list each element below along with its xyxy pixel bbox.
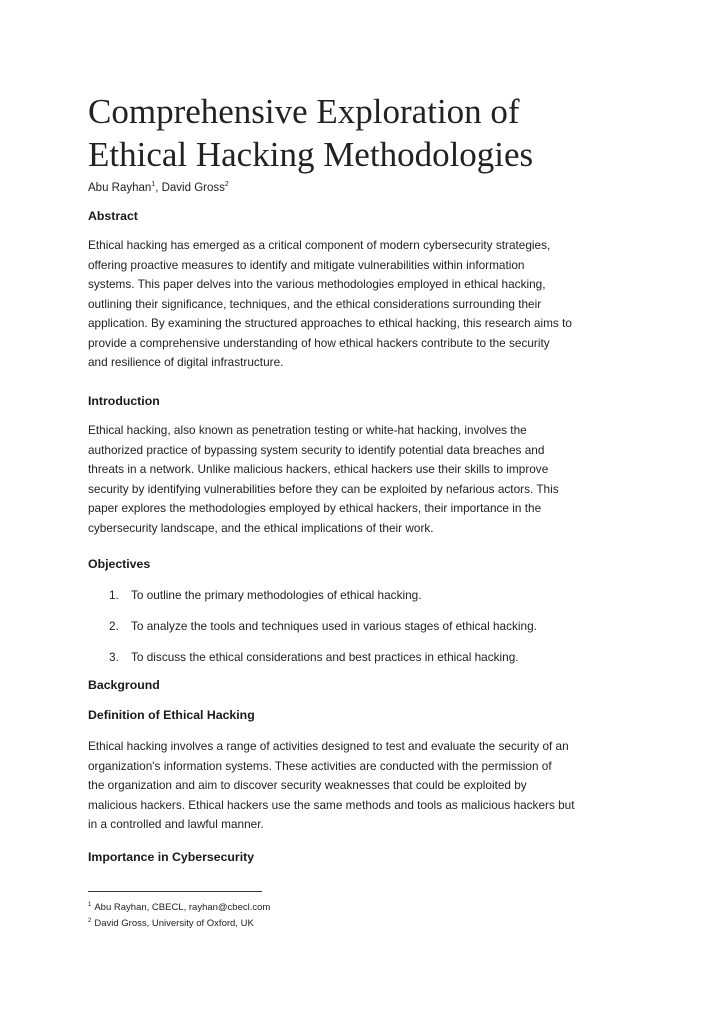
text-line: Ethical hacking has emerged as a critical component of modern cybersecurity strategies, — [88, 238, 551, 252]
abstract-heading: Abstract — [88, 209, 138, 223]
objective-text: To discuss the ethical considerations and best practices in ethical hacking. — [131, 650, 519, 664]
definition-paragraph — [88, 737, 648, 835]
author-name: David Gross — [161, 182, 225, 194]
author-name: Abu Rayhan — [88, 182, 152, 194]
abstract-paragraph — [88, 236, 648, 373]
text-line: outlining their significance, techniques, and the ethical considerations surrounding their — [88, 296, 542, 311]
author-separator: , — [155, 182, 162, 194]
text-line: in a controlled and lawful manner. — [88, 817, 264, 831]
footnote — [88, 902, 270, 914]
text-line: Ethical hacking, also known as penetration testing or white-hat hacking, involves the — [88, 423, 527, 437]
paper-title — [88, 90, 648, 176]
objectives-heading: Objectives — [88, 557, 151, 571]
text-line: offering proactive measures to identify and mitigate vulnerabilities within information — [88, 257, 525, 272]
text-line: cybersecurity landscape, and the ethical implications of their work. — [88, 520, 434, 535]
objective-item — [109, 618, 537, 634]
footnote-divider — [88, 891, 262, 892]
author-list — [88, 181, 229, 195]
text-line: provide a comprehensive understanding of how ethical hackers contribute to the security — [88, 335, 550, 350]
text-line: security by identifying vulnerabilities before they can be exploited by nefarious actors. This — [88, 481, 559, 496]
footnote-text: Abu Rayhan, CBECL, rayhan@cbecl.com — [94, 902, 271, 913]
importance-subheading: Importance in Cybersecurity — [88, 850, 255, 864]
text-line: Ethical hacking involves a range of activities designed to test and evaluate the security of an — [88, 739, 569, 753]
text-line: paper explores the methodologies employed by ethical hackers, their importance in the — [88, 501, 542, 515]
footnote-text: David Gross, University of Oxford, UK — [94, 918, 254, 929]
definition-subheading: Definition of Ethical Hacking — [88, 708, 255, 722]
text-line: malicious hackers. Ethical hackers use the same methods and tools as malicious hackers but — [88, 797, 575, 812]
footnote-mark: 1 — [88, 901, 92, 908]
author-footnote-mark: 1 — [151, 181, 156, 189]
footnote — [88, 918, 254, 930]
paper-title-line-2: Ethical Hacking Methodologies — [88, 135, 534, 174]
objective-number: 3. — [109, 650, 119, 664]
introduction-paragraph — [88, 421, 648, 538]
text-line: authorized practice of bypassing system security to identify potential data breaches and — [88, 442, 545, 457]
objective-item — [109, 649, 519, 665]
text-line: organization's information systems. These activities are conducted with the permission of — [88, 758, 552, 773]
text-line: application. By examining the structured approaches to ethical hacking, this research aims to — [88, 316, 572, 330]
objective-number: 2. — [109, 619, 119, 633]
text-line: and resilience of digital infrastructure. — [88, 355, 284, 369]
text-line: systems. This paper delves into the various methodologies employed in ethical hacking, — [88, 277, 546, 291]
background-heading: Background — [88, 678, 160, 692]
objective-item — [109, 587, 422, 603]
introduction-heading: Introduction — [88, 394, 160, 408]
paper-title-line-1: Comprehensive Exploration of — [88, 92, 520, 131]
objective-number: 1. — [109, 588, 119, 602]
objective-text: To analyze the tools and techniques used in various stages of ethical hacking. — [131, 619, 537, 633]
objective-text: To outline the primary methodologies of ethical hacking. — [131, 588, 422, 602]
text-line: the organization and aim to discover security weaknesses that could be exploited by — [88, 778, 527, 792]
text-line: threats in a network. Unlike malicious hackers, ethical hackers use their skills to improve — [88, 462, 549, 476]
author-footnote-mark: 2 — [224, 181, 229, 189]
footnote-mark: 2 — [88, 917, 92, 924]
